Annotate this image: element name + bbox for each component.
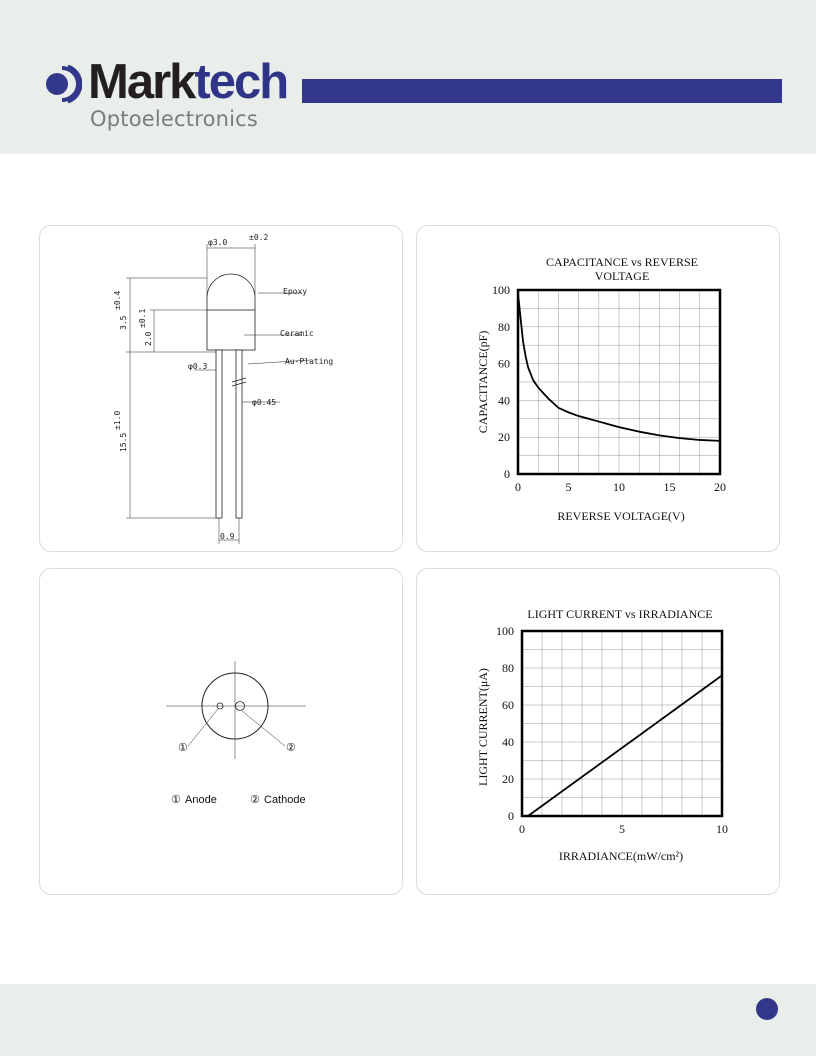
page-indicator-dot bbox=[756, 998, 778, 1020]
header-accent-bar bbox=[302, 79, 782, 103]
epoxy-dome bbox=[207, 274, 255, 310]
chart-title: LIGHT CURRENT vs IRRADIANCE bbox=[527, 607, 713, 621]
diameter-label: φ3.0 bbox=[208, 238, 228, 247]
ceramic-label: Ceramic bbox=[280, 329, 314, 338]
light-current-chart-panel bbox=[416, 568, 780, 895]
lead-length-tolerance: ±1.0 bbox=[113, 410, 122, 430]
brand-part1: Mark bbox=[88, 55, 195, 109]
height-total-label: 3.5 bbox=[119, 315, 128, 330]
capacitance-chart-panel bbox=[416, 225, 780, 552]
x-axis-label: REVERSE VOLTAGE(V) bbox=[557, 509, 685, 523]
brand-part2: tech bbox=[194, 55, 288, 109]
outline-drawing-panel bbox=[39, 225, 403, 552]
x-tick-label: 15 bbox=[663, 480, 676, 494]
legend-pin2-marker: ② bbox=[250, 794, 260, 806]
legend-cathode: Cathode bbox=[264, 794, 306, 806]
height-total-tolerance: ±0.4 bbox=[113, 290, 122, 310]
lead-2 bbox=[236, 350, 242, 518]
capacitance-chart bbox=[417, 226, 779, 551]
y-tick-label: 40 bbox=[498, 393, 510, 408]
x-tick-label: 10 bbox=[716, 822, 728, 836]
epoxy-label: Epoxy bbox=[283, 287, 308, 296]
y-axis-label: LIGHT CURRENT(μA) bbox=[476, 668, 490, 786]
y-axis-label: CAPACITANCE(pF) bbox=[476, 330, 490, 434]
x-axis-label: IRRADIANCE(mW/cm²) bbox=[558, 849, 684, 863]
logo-mark-icon bbox=[42, 64, 82, 104]
ceramic-body bbox=[207, 310, 255, 350]
legend-anode: Anode bbox=[185, 794, 217, 806]
chart-title-line2: VOLTAGE bbox=[594, 269, 650, 283]
pin1-marker: ① bbox=[178, 742, 188, 754]
y-tick-label: 0 bbox=[508, 809, 514, 823]
y-tick-label: 60 bbox=[498, 356, 510, 371]
y-tick-label: 0 bbox=[504, 467, 510, 481]
lead-length-label: 15.5 bbox=[119, 432, 128, 452]
lead-diameter-label: φ0.3 bbox=[188, 362, 208, 371]
legend-pin1-marker: ① bbox=[171, 794, 181, 806]
pin2-leader bbox=[242, 711, 285, 746]
x-tick-label: 5 bbox=[565, 480, 572, 494]
y-tick-label: 80 bbox=[498, 319, 510, 334]
y-tick-label: 20 bbox=[498, 430, 510, 445]
y-tick-label: 20 bbox=[502, 772, 514, 786]
plating-label: Au-Plating bbox=[285, 357, 334, 366]
chart-title-line1: CAPACITANCE vs REVERSE bbox=[546, 255, 698, 269]
lead-diameter2-label: φ0.45 bbox=[252, 398, 277, 407]
y-tick-label: 40 bbox=[502, 735, 514, 749]
brand-tagline: Optoelectronics bbox=[90, 107, 259, 131]
brand-wordmark bbox=[88, 55, 288, 109]
x-tick-label: 5 bbox=[619, 822, 625, 836]
y-tick-label: 80 bbox=[502, 661, 514, 675]
diameter-tolerance: ±0.2 bbox=[249, 233, 269, 242]
pinout-diagram bbox=[40, 569, 402, 894]
height-body-tolerance: ±0.1 bbox=[138, 308, 147, 328]
y-tick-label: 100 bbox=[496, 624, 514, 638]
light-current-chart bbox=[417, 569, 779, 894]
pitch-label: 0.9 bbox=[220, 532, 235, 541]
pin2-marker: ② bbox=[286, 742, 296, 754]
y-tick-label: 100 bbox=[492, 283, 510, 297]
pinout-panel bbox=[39, 568, 403, 895]
lead-1 bbox=[216, 350, 222, 518]
x-tick-label: 20 bbox=[714, 480, 726, 494]
x-tick-label: 10 bbox=[613, 480, 625, 494]
footer-band bbox=[0, 984, 816, 1056]
x-tick-label: 0 bbox=[519, 822, 525, 836]
height-body-label: 2.0 bbox=[144, 331, 153, 346]
y-tick-label: 60 bbox=[502, 698, 514, 712]
series-line bbox=[528, 675, 722, 816]
x-tick-label: 0 bbox=[515, 480, 521, 494]
outline-drawing bbox=[40, 226, 402, 551]
